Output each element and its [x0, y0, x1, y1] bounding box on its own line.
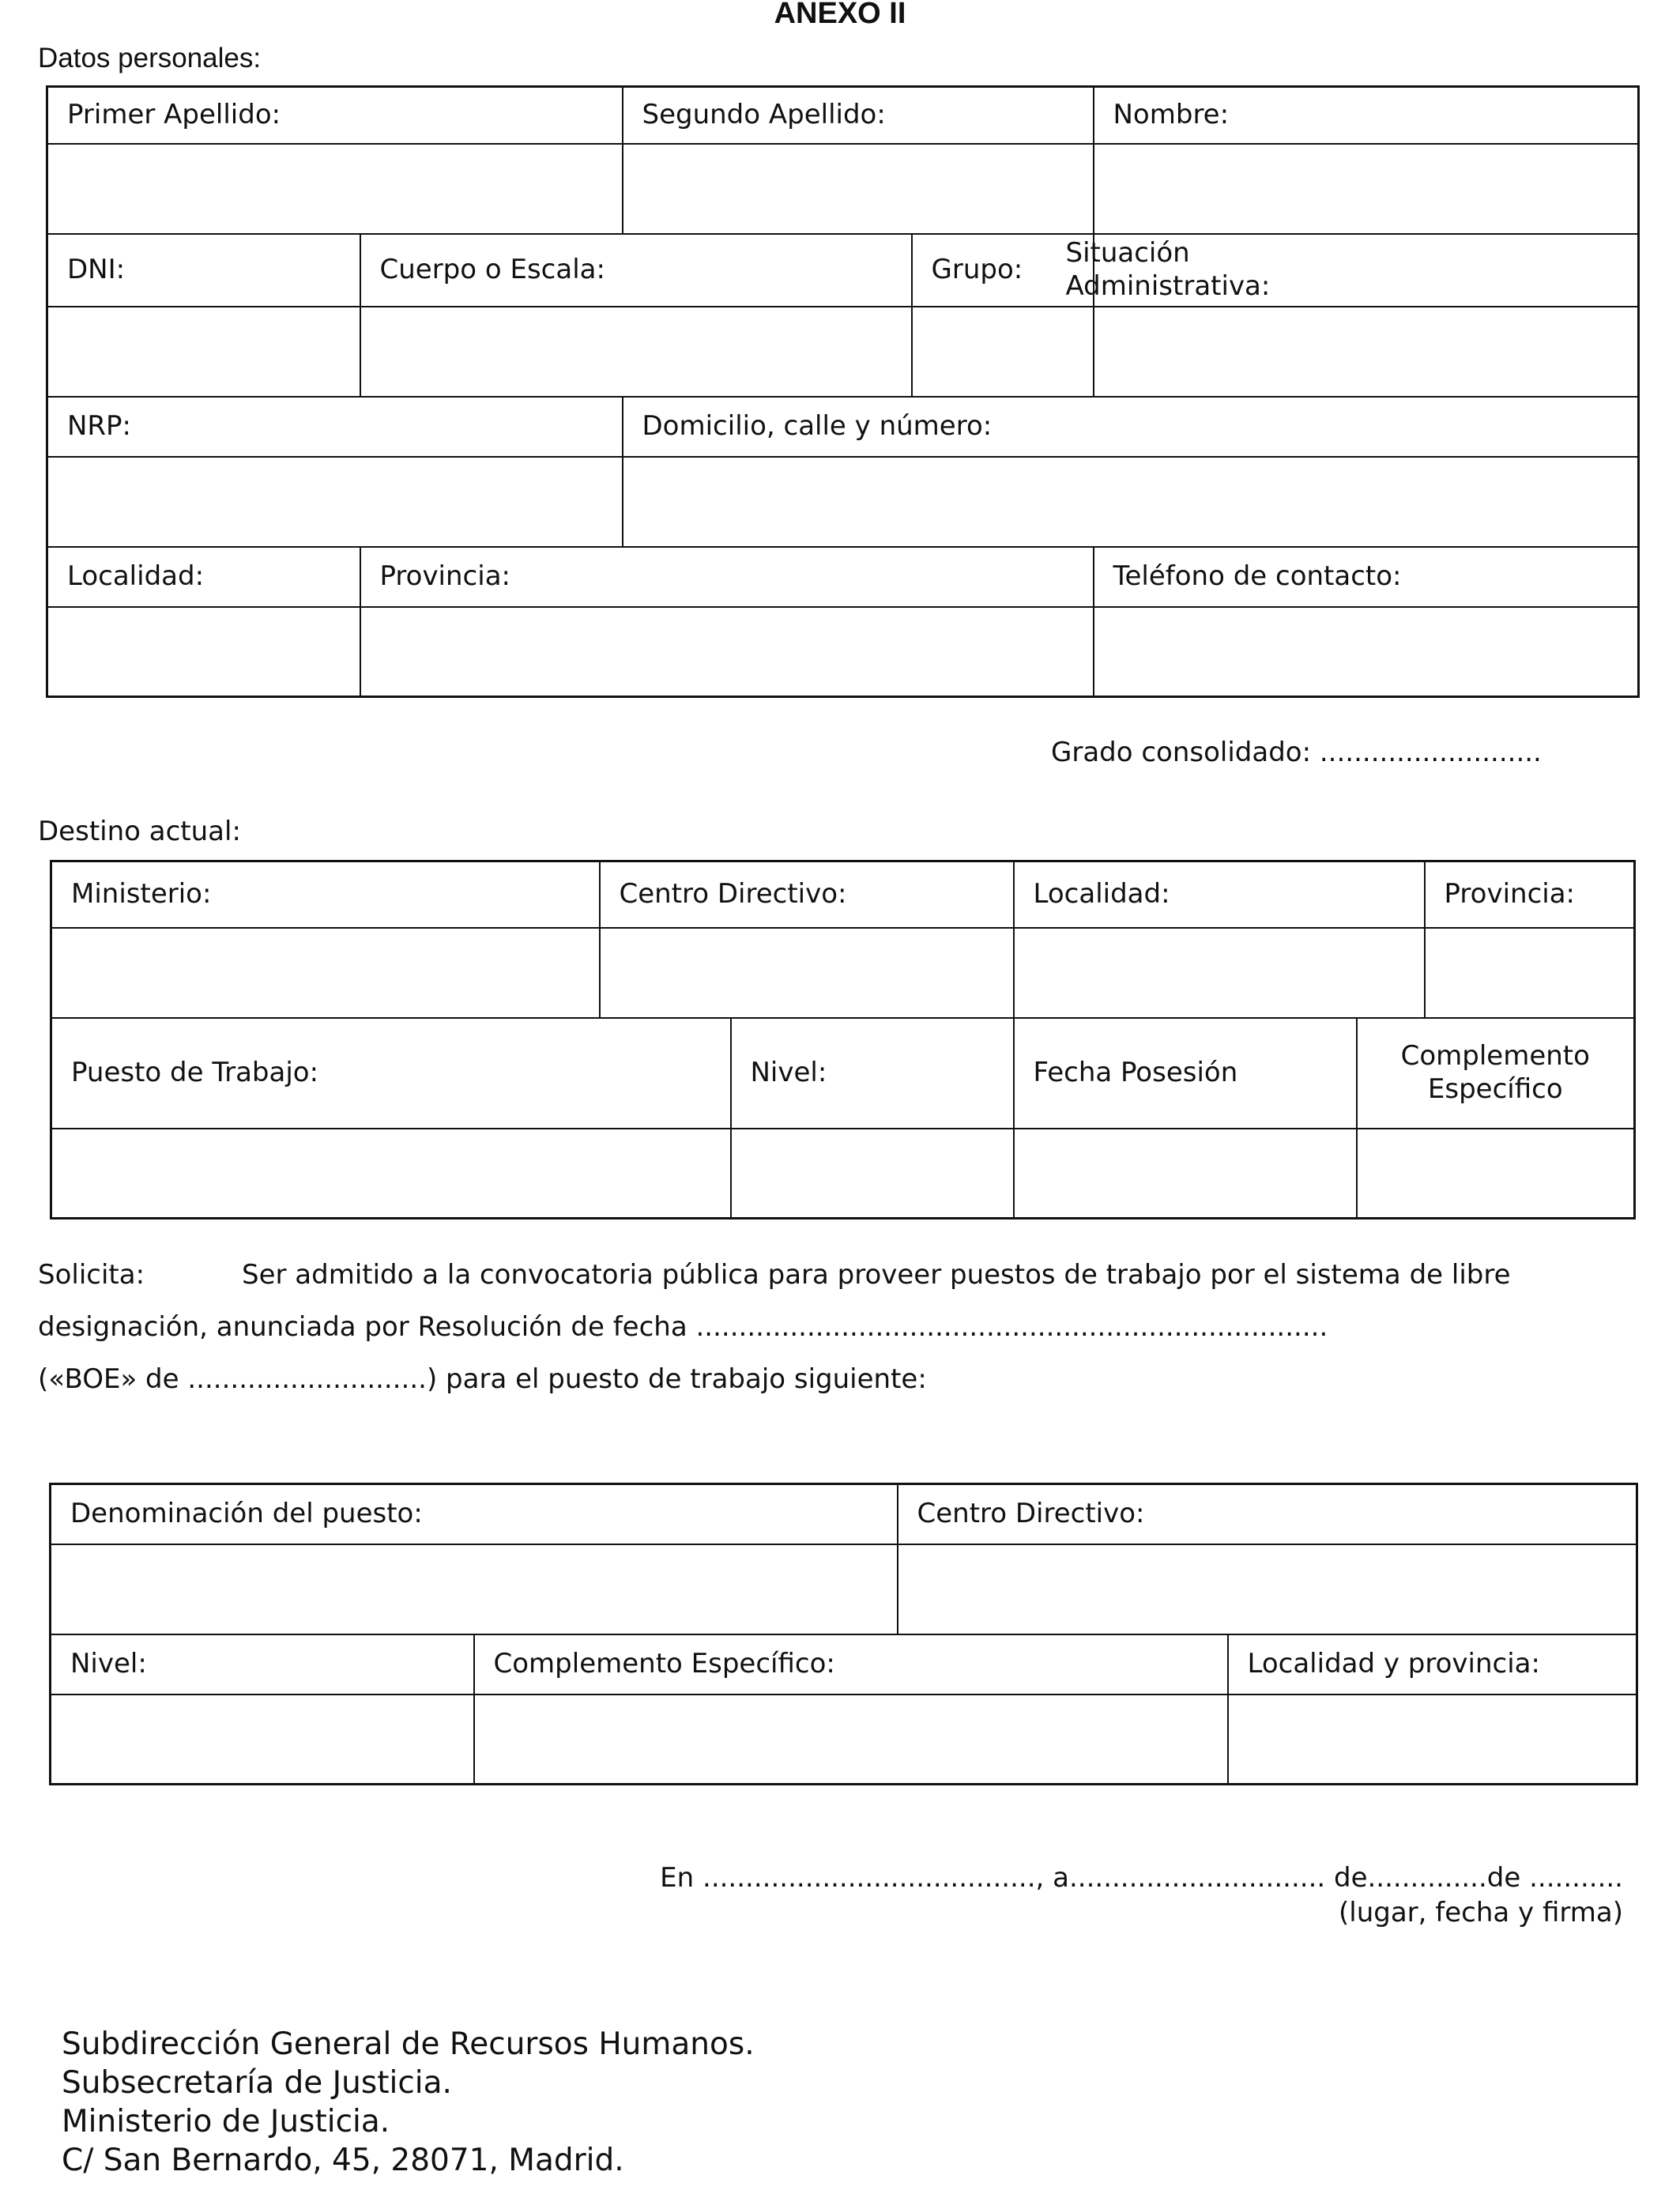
localidad-field[interactable] [47, 607, 360, 697]
solicita-label: Solicita: [38, 1259, 145, 1291]
solicita-line3: («BOE» de ............................) para el puesto de trabajo siguiente: [38, 1363, 927, 1395]
solicita-line2: designación, anunciada por Resolución de fecha .......................................................................... [38, 1311, 1328, 1343]
localidad-provincia-field[interactable] [1228, 1695, 1637, 1785]
complemento-especifico-field[interactable] [1357, 1129, 1635, 1219]
puesto-solicitado-table [49, 1483, 1638, 1785]
nivel-label: Nivel: [731, 1018, 1014, 1129]
localidad-label: Localidad: [47, 547, 360, 607]
personal-data-table [46, 85, 1640, 698]
destino-localidad-label: Localidad: [1014, 861, 1425, 928]
grupo-label: Grupo: [912, 234, 1094, 307]
complemento-label-line2: Específico [1427, 1072, 1563, 1105]
destino-provincia-field[interactable] [1425, 928, 1635, 1018]
nrp-field[interactable] [47, 457, 623, 547]
dni-field[interactable] [47, 307, 360, 397]
situacion-label-line1: Situación [1065, 237, 1190, 270]
denominacion-puesto-label: Denominación del puesto: [51, 1484, 898, 1544]
footer-line-4: C/ San Bernardo, 45, 28071, Madrid. [62, 2143, 624, 2178]
segundo-apellido-field[interactable] [623, 144, 1094, 234]
grupo-field[interactable] [912, 307, 1094, 397]
dni-label: DNI: [47, 234, 360, 307]
telefono-label: Teléfono de contacto: [1094, 547, 1639, 607]
provincia-label: Provincia: [360, 547, 1094, 607]
destino-actual-table [50, 860, 1636, 1220]
complemento-especifico-label [1357, 1018, 1635, 1129]
puesto-complemento-label: Complemento Específico: [474, 1634, 1228, 1695]
puesto-nivel-label: Nivel: [51, 1634, 474, 1695]
footer-address [62, 2025, 755, 2180]
puesto-complemento-field[interactable] [474, 1695, 1228, 1785]
solicita-line1: Ser admitido a la convocatoria pública para proveer puestos de trabajo por el sistema de libre [242, 1259, 1511, 1291]
cuerpo-escala-label: Cuerpo o Escala: [360, 234, 912, 307]
puesto-trabajo-label: Puesto de Trabajo: [51, 1018, 731, 1129]
footer-line-1: Subdirección General de Recursos Humanos. [62, 2026, 755, 2062]
segundo-apellido-label: Segundo Apellido: [623, 87, 1094, 144]
complemento-label-line1: Complemento [1400, 1040, 1590, 1072]
provincia-field[interactable] [360, 607, 1094, 697]
nrp-label: NRP: [47, 397, 623, 457]
puesto-nivel-field[interactable] [51, 1695, 474, 1785]
personal-section-label: Datos personales: [38, 43, 262, 74]
fecha-posesion-field[interactable] [1014, 1129, 1357, 1219]
puesto-trabajo-field[interactable] [51, 1129, 731, 1219]
denominacion-puesto-field[interactable] [51, 1544, 898, 1634]
telefono-field[interactable] [1094, 607, 1639, 697]
primer-apellido-label: Primer Apellido: [47, 87, 623, 144]
destino-section-label: Destino actual: [38, 816, 241, 847]
ministerio-field[interactable] [51, 928, 600, 1018]
situacion-administrativa-field[interactable] [1094, 307, 1639, 397]
firma-line: En ......................................., a.............................. de..............de ........... [660, 1862, 1623, 1894]
fecha-posesion-label: Fecha Posesión [1014, 1018, 1357, 1129]
centro-directivo-field[interactable] [600, 928, 1014, 1018]
firma-note: (lugar, fecha y firma) [1339, 1897, 1623, 1928]
puesto-centro-directivo-field[interactable] [898, 1544, 1637, 1634]
page-title: ANEXO II [774, 0, 906, 30]
localidad-provincia-label: Localidad y provincia: [1228, 1634, 1637, 1695]
solicita-paragraph [38, 1249, 1626, 1405]
nombre-field[interactable] [1094, 144, 1639, 234]
cuerpo-escala-field[interactable] [360, 307, 912, 397]
nivel-field[interactable] [731, 1129, 1014, 1219]
situacion-label-line2: Administrativa: [1065, 270, 1271, 302]
situacion-administrativa-label [1065, 234, 1639, 307]
destino-localidad-field[interactable] [1014, 928, 1425, 1018]
primer-apellido-field[interactable] [47, 144, 623, 234]
domicilio-label: Domicilio, calle y número: [623, 397, 1639, 457]
footer-line-3: Ministerio de Justicia. [62, 2104, 390, 2139]
destino-provincia-label: Provincia: [1425, 861, 1635, 928]
ministerio-label: Ministerio: [51, 861, 600, 928]
domicilio-field[interactable] [623, 457, 1639, 547]
footer-line-2: Subsecretaría de Justicia. [62, 2065, 452, 2101]
centro-directivo-label: Centro Directivo: [600, 861, 1014, 928]
puesto-centro-directivo-label: Centro Directivo: [898, 1484, 1637, 1544]
nombre-label: Nombre: [1094, 87, 1639, 144]
grado-consolidado: Grado consolidado: .......................... [1051, 737, 1542, 768]
